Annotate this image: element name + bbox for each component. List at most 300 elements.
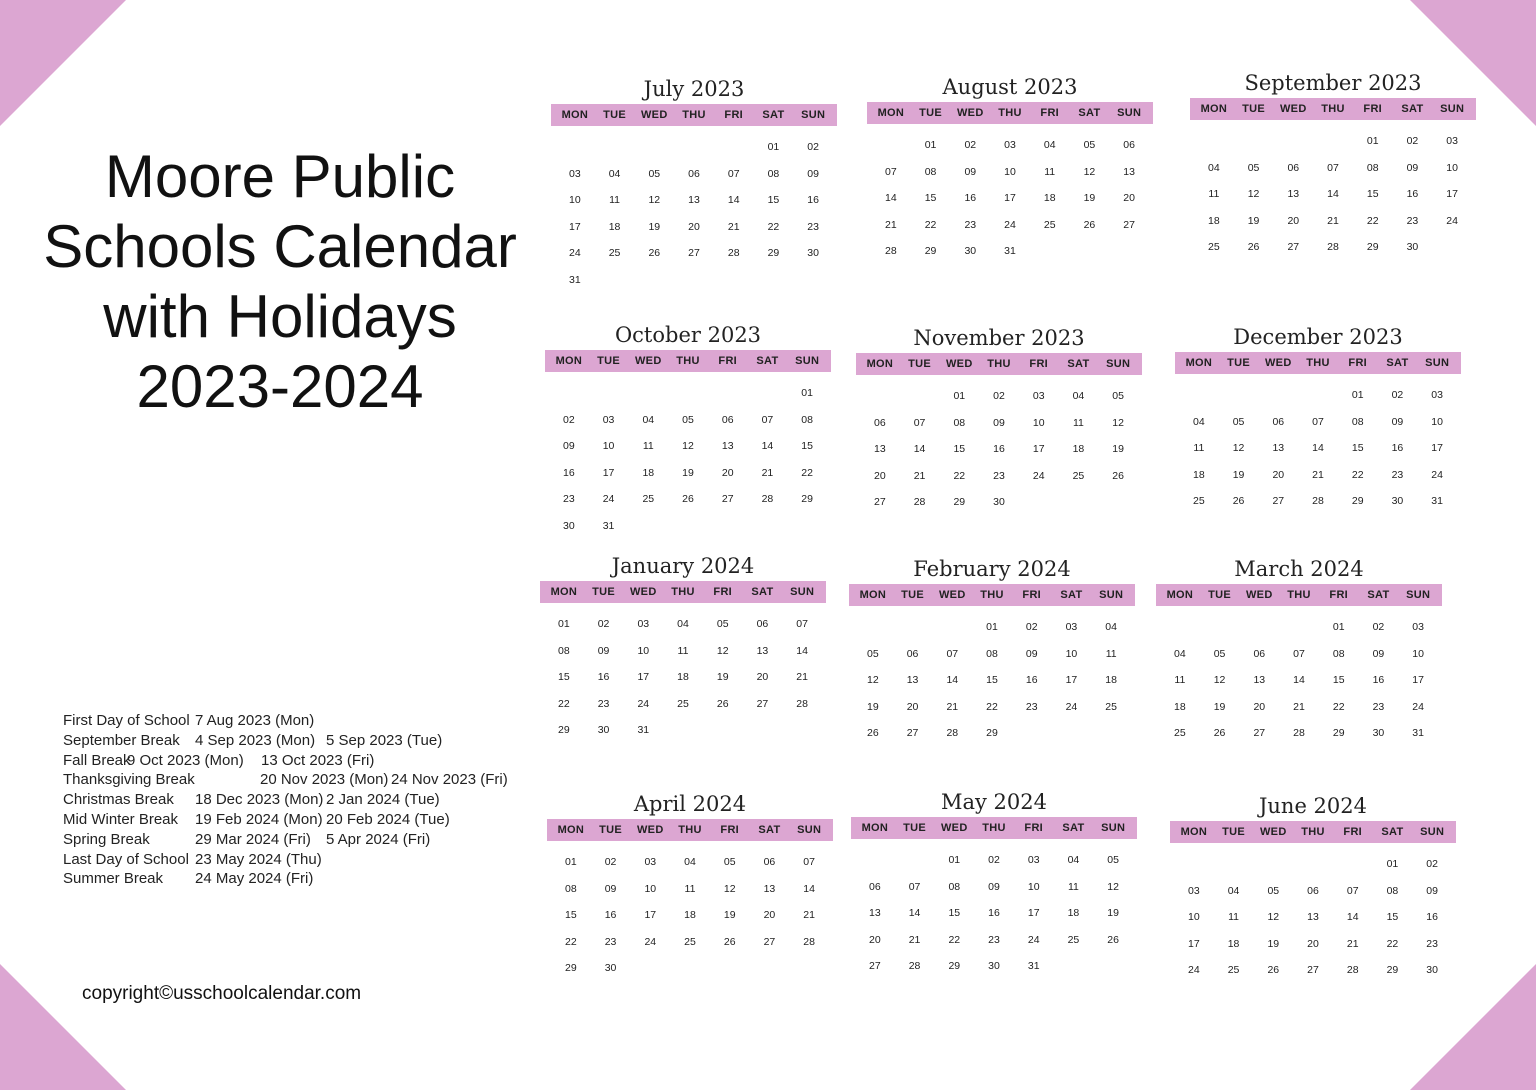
day-grid xyxy=(551,126,837,294)
day-number: 19 xyxy=(1213,700,1226,713)
day-number: 08 xyxy=(924,165,937,178)
holiday-end-date: 5 Apr 2024 (Fri) xyxy=(326,830,431,848)
day-number: 29 xyxy=(767,247,780,260)
day-number: 01 xyxy=(558,618,570,630)
month-title: November 2023 xyxy=(913,326,1085,350)
day-number: 22 xyxy=(948,933,961,946)
empty-day-cell xyxy=(1279,614,1319,641)
weekday-label: MON xyxy=(866,358,894,370)
empty-day-cell xyxy=(1333,851,1373,878)
weekday-label: MON xyxy=(555,355,583,367)
holiday-name: Summer Break xyxy=(63,870,164,888)
day-number: 10 xyxy=(644,882,657,895)
weekday-label: TUE xyxy=(919,107,943,119)
day-number: 26 xyxy=(1247,241,1260,254)
day-number: 02 xyxy=(1406,135,1419,147)
day-number: 10 xyxy=(1032,416,1045,429)
day-number: 08 xyxy=(767,167,780,180)
month-calendar xyxy=(1175,322,1461,515)
empty-day-cell xyxy=(1194,128,1234,155)
holiday-start-date: 9 Oct 2023 (Mon) xyxy=(127,751,244,769)
weekday-label: MON xyxy=(1180,826,1208,838)
day-number: 08 xyxy=(1386,884,1399,897)
day-number: 10 xyxy=(602,440,615,453)
weekday-label: SUN xyxy=(1101,822,1126,834)
day-number: 25 xyxy=(1072,469,1085,482)
day-number: 31 xyxy=(602,519,615,532)
weekday-label: SAT xyxy=(1062,822,1085,834)
day-number: 20 xyxy=(688,220,700,233)
day-number: 03 xyxy=(1032,390,1045,402)
day-number: 30 xyxy=(964,245,977,258)
day-number: 24 xyxy=(602,493,615,506)
day-number: 11 xyxy=(1105,647,1117,660)
day-number: 30 xyxy=(597,724,610,737)
weekday-header xyxy=(1190,98,1476,120)
day-number: 11 xyxy=(1067,880,1079,893)
day-number: 06 xyxy=(1307,884,1319,897)
month-calendar xyxy=(1190,68,1476,261)
day-number: 08 xyxy=(953,416,966,429)
day-number: 09 xyxy=(1406,161,1419,174)
day-number: 07 xyxy=(908,880,921,893)
day-number: 03 xyxy=(637,618,650,630)
day-number: 01 xyxy=(953,390,966,402)
weekday-label: FRI xyxy=(718,355,738,367)
day-number: 28 xyxy=(796,697,808,710)
day-number: 10 xyxy=(1412,647,1424,660)
day-number: 13 xyxy=(1287,188,1300,201)
day-number: 28 xyxy=(885,245,897,258)
weekday-label: FRI xyxy=(720,824,740,836)
empty-day-cell xyxy=(1160,614,1200,641)
weekday-label: TUE xyxy=(908,358,932,370)
day-number: 18 xyxy=(1227,937,1240,950)
day-number: 10 xyxy=(1446,161,1458,174)
day-number: 05 xyxy=(682,413,694,426)
day-number: 06 xyxy=(756,618,769,630)
day-number: 02 xyxy=(993,390,1005,402)
day-number: 19 xyxy=(682,466,694,479)
day-number: 04 xyxy=(1043,139,1056,151)
day-number: 18 xyxy=(1043,192,1056,205)
day-number: 03 xyxy=(644,856,657,868)
day-number: 21 xyxy=(946,700,959,713)
weekday-label: FRI xyxy=(1022,589,1042,601)
day-number: 25 xyxy=(1227,964,1240,977)
day-number: 29 xyxy=(801,493,813,506)
day-number: 25 xyxy=(1105,700,1117,713)
day-number: 23 xyxy=(807,220,819,233)
day-number: 18 xyxy=(684,909,696,922)
weekday-label: SAT xyxy=(1060,589,1083,601)
day-number: 27 xyxy=(688,247,700,260)
day-number: 29 xyxy=(1332,727,1345,740)
weekday-header xyxy=(1170,821,1456,843)
weekday-header xyxy=(1175,352,1461,374)
day-number: 28 xyxy=(761,493,774,506)
day-number: 25 xyxy=(642,493,655,506)
day-number: 02 xyxy=(1025,621,1038,633)
day-number: 30 xyxy=(1406,241,1419,254)
empty-day-cell xyxy=(1313,128,1353,155)
day-number: 12 xyxy=(723,882,736,895)
empty-day-cell xyxy=(1234,128,1274,155)
day-number: 29 xyxy=(1386,964,1399,977)
day-number: 04 xyxy=(1105,621,1117,633)
day-number: 12 xyxy=(1083,165,1096,178)
day-number: 21 xyxy=(885,218,897,231)
day-number: 25 xyxy=(1193,495,1205,508)
day-number: 15 xyxy=(801,440,813,453)
day-number: 31 xyxy=(1431,495,1443,508)
day-number: 19 xyxy=(1247,214,1260,227)
day-number: 24 xyxy=(1065,700,1078,713)
day-number: 09 xyxy=(563,440,575,453)
day-number: 06 xyxy=(1123,139,1135,151)
day-number: 25 xyxy=(608,247,621,260)
empty-day-cell xyxy=(1253,851,1293,878)
day-number: 03 xyxy=(1446,135,1458,147)
day-number: 04 xyxy=(1067,854,1080,866)
weekday-header xyxy=(856,353,1142,375)
day-number: 15 xyxy=(986,674,998,687)
day-number: 11 xyxy=(642,440,654,453)
day-number: 29 xyxy=(924,245,937,258)
day-number: 03 xyxy=(1188,884,1200,897)
day-number: 16 xyxy=(993,443,1005,456)
day-number: 13 xyxy=(869,907,881,920)
empty-day-cell xyxy=(1174,851,1214,878)
weekday-label: MON xyxy=(1200,103,1228,115)
day-number: 22 xyxy=(558,697,570,710)
month-title: October 2023 xyxy=(614,323,762,347)
day-number: 20 xyxy=(1253,700,1266,713)
holiday-start-date: 7 Aug 2023 (Mon) xyxy=(195,712,315,729)
weekday-label: FRI xyxy=(1329,589,1349,601)
day-number: 11 xyxy=(1044,165,1056,178)
month-title: June 2024 xyxy=(1258,794,1367,818)
day-number: 13 xyxy=(1253,674,1266,687)
holiday-name: Thanksgiving Break xyxy=(63,771,195,789)
weekday-label: SUN xyxy=(1099,589,1124,601)
day-number: 13 xyxy=(1272,442,1285,455)
day-number: 08 xyxy=(801,413,813,426)
day-number: 16 xyxy=(807,194,819,207)
weekday-label: WED xyxy=(957,107,984,119)
day-grid xyxy=(849,606,1135,747)
weekday-label: TUE xyxy=(1242,103,1266,115)
day-number: 27 xyxy=(1307,964,1319,977)
day-number: 12 xyxy=(1267,911,1280,924)
day-number: 14 xyxy=(1346,911,1359,924)
weekday-label: SUN xyxy=(801,109,826,121)
day-number: 12 xyxy=(867,674,879,687)
month-title: April 2024 xyxy=(633,792,747,816)
day-number: 27 xyxy=(1253,727,1266,740)
day-number: 08 xyxy=(948,880,961,893)
weekday-label: TUE xyxy=(1227,357,1251,369)
day-number: 28 xyxy=(913,496,926,509)
weekday-header xyxy=(540,581,826,603)
day-number: 28 xyxy=(1312,495,1324,508)
month-calendar xyxy=(849,554,1135,747)
weekday-label: MON xyxy=(877,107,905,119)
day-number: 20 xyxy=(721,466,734,479)
month-title: March 2024 xyxy=(1234,557,1364,581)
day-number: 22 xyxy=(767,220,780,233)
empty-day-cell xyxy=(853,614,893,641)
weekday-label: THU xyxy=(676,355,700,367)
holiday-end-date: 13 Oct 2023 (Fri) xyxy=(261,751,375,769)
day-number: 22 xyxy=(1332,700,1345,713)
day-number: 04 xyxy=(1227,884,1240,897)
day-number: 25 xyxy=(1067,933,1080,946)
day-number: 05 xyxy=(1267,884,1280,897)
weekday-label: TUE xyxy=(901,589,925,601)
day-number: 15 xyxy=(565,909,577,922)
day-number: 24 xyxy=(1446,214,1458,227)
weekday-label: THU xyxy=(987,358,1011,370)
day-number: 16 xyxy=(1391,442,1404,455)
day-number: 21 xyxy=(908,933,921,946)
month-title: September 2023 xyxy=(1244,71,1422,95)
weekday-label: THU xyxy=(682,109,706,121)
day-number: 16 xyxy=(1406,188,1419,201)
day-number: 13 xyxy=(1123,165,1135,178)
day-number: 05 xyxy=(1112,390,1124,402)
day-number: 17 xyxy=(1188,937,1200,950)
weekday-label: TUE xyxy=(592,586,616,598)
day-number: 28 xyxy=(946,727,959,740)
day-number: 23 xyxy=(1391,468,1404,481)
day-grid xyxy=(1190,120,1476,261)
day-number: 21 xyxy=(803,909,815,922)
day-number: 19 xyxy=(1112,443,1124,456)
day-number: 20 xyxy=(1123,192,1135,205)
day-number: 05 xyxy=(867,647,879,660)
weekday-header xyxy=(867,102,1153,124)
weekday-label: SAT xyxy=(751,586,774,598)
weekday-label: SAT xyxy=(1381,826,1404,838)
empty-day-cell xyxy=(900,383,940,410)
day-number: 16 xyxy=(988,907,1000,920)
weekday-label: SAT xyxy=(1401,103,1424,115)
month-calendar xyxy=(867,72,1153,265)
weekday-label: MON xyxy=(561,109,589,121)
day-number: 14 xyxy=(1312,442,1324,455)
day-grid xyxy=(545,372,831,540)
day-number: 17 xyxy=(644,909,657,922)
weekday-label: SAT xyxy=(762,109,785,121)
day-number: 19 xyxy=(648,220,661,233)
day-number: 11 xyxy=(1072,416,1084,429)
weekday-label: SUN xyxy=(1420,826,1445,838)
day-number: 01 xyxy=(924,139,937,151)
day-number: 15 xyxy=(953,443,966,456)
day-number: 07 xyxy=(946,647,959,660)
weekday-label: TUE xyxy=(1222,826,1246,838)
day-number: 07 xyxy=(1346,884,1359,897)
day-number: 13 xyxy=(1307,911,1319,924)
day-number: 09 xyxy=(597,644,610,657)
day-grid xyxy=(547,841,833,982)
day-number: 09 xyxy=(1391,415,1404,428)
day-number: 13 xyxy=(688,194,700,207)
empty-day-cell xyxy=(1239,614,1279,641)
month-title: May 2024 xyxy=(940,790,1047,814)
weekday-label: SAT xyxy=(1386,357,1409,369)
day-number: 02 xyxy=(597,618,610,630)
day-number: 04 xyxy=(1208,161,1220,174)
weekday-label: THU xyxy=(998,107,1022,119)
day-number: 20 xyxy=(874,469,886,482)
day-number: 06 xyxy=(688,167,700,180)
day-number: 18 xyxy=(677,671,689,684)
day-number: 21 xyxy=(727,220,740,233)
day-number: 14 xyxy=(946,674,959,687)
weekday-label: THU xyxy=(1321,103,1345,115)
day-number: 29 xyxy=(565,962,577,975)
day-number: 31 xyxy=(1004,245,1016,258)
weekday-label: WED xyxy=(641,109,668,121)
day-number: 15 xyxy=(558,671,570,684)
day-number: 20 xyxy=(1307,937,1319,950)
day-number: 15 xyxy=(1386,911,1399,924)
day-number: 27 xyxy=(869,960,881,973)
weekday-label: TUE xyxy=(597,355,621,367)
day-number: 06 xyxy=(869,880,881,893)
day-number: 07 xyxy=(761,413,774,426)
empty-day-cell xyxy=(1214,851,1254,878)
day-number: 13 xyxy=(906,674,919,687)
day-number: 24 xyxy=(1004,218,1016,231)
empty-day-cell xyxy=(1219,382,1259,409)
day-grid xyxy=(851,839,1137,980)
weekday-label: TUE xyxy=(603,109,627,121)
day-number: 29 xyxy=(558,724,570,737)
day-number: 18 xyxy=(1174,700,1186,713)
day-number: 28 xyxy=(727,247,740,260)
weekday-label: TUE xyxy=(903,822,927,834)
month-calendar xyxy=(1170,791,1456,984)
day-number: 20 xyxy=(1272,468,1285,481)
day-number: 20 xyxy=(756,671,769,684)
weekday-label: TUE xyxy=(1208,589,1232,601)
day-number: 08 xyxy=(1332,647,1345,660)
day-number: 19 xyxy=(716,671,729,684)
day-number: 05 xyxy=(1083,139,1096,151)
day-number: 10 xyxy=(1065,647,1078,660)
day-number: 03 xyxy=(1027,854,1040,866)
day-number: 29 xyxy=(1351,495,1364,508)
day-number: 25 xyxy=(677,697,689,710)
day-number: 03 xyxy=(569,167,581,180)
day-number: 07 xyxy=(796,618,808,630)
day-number: 12 xyxy=(1247,188,1260,201)
empty-day-cell xyxy=(860,383,900,410)
day-number: 01 xyxy=(801,387,813,399)
day-number: 05 xyxy=(716,618,729,630)
day-number: 24 xyxy=(1032,469,1045,482)
day-number: 02 xyxy=(1426,858,1438,870)
day-number: 30 xyxy=(604,962,617,975)
weekday-label: FRI xyxy=(724,109,744,121)
day-number: 26 xyxy=(1107,933,1119,946)
day-number: 20 xyxy=(763,909,776,922)
day-number: 21 xyxy=(1346,937,1359,950)
day-number: 23 xyxy=(964,218,977,231)
day-number: 01 xyxy=(1351,389,1364,401)
day-number: 28 xyxy=(1293,727,1305,740)
day-number: 04 xyxy=(608,167,621,180)
day-number: 17 xyxy=(1446,188,1458,201)
day-number: 04 xyxy=(1072,390,1085,402)
day-number: 11 xyxy=(1193,442,1205,455)
day-number: 21 xyxy=(913,469,926,482)
day-number: 06 xyxy=(721,413,734,426)
day-number: 24 xyxy=(1027,933,1040,946)
day-number: 13 xyxy=(763,882,776,895)
empty-day-cell xyxy=(855,847,895,874)
day-number: 17 xyxy=(1412,674,1424,687)
day-number: 28 xyxy=(1327,241,1339,254)
day-number: 22 xyxy=(565,935,577,948)
day-number: 24 xyxy=(1431,468,1443,481)
weekday-label: SUN xyxy=(1425,357,1450,369)
day-number: 25 xyxy=(1043,218,1056,231)
day-number: 27 xyxy=(763,935,776,948)
day-number: 02 xyxy=(988,854,1000,866)
holiday-name: Christmas Break xyxy=(63,791,174,809)
weekday-label: FRI xyxy=(1040,107,1060,119)
day-number: 19 xyxy=(1232,468,1245,481)
holiday-start-date: 23 May 2024 (Thu) xyxy=(195,850,322,868)
empty-day-cell xyxy=(634,134,674,161)
day-number: 25 xyxy=(1174,727,1186,740)
day-number: 03 xyxy=(1412,621,1424,633)
weekday-label: THU xyxy=(671,586,695,598)
day-number: 07 xyxy=(1293,647,1305,660)
day-number: 17 xyxy=(1065,674,1078,687)
day-number: 18 xyxy=(1208,214,1220,227)
holiday-end-date: 24 Nov 2023 (Fri) xyxy=(391,771,508,789)
day-number: 31 xyxy=(1027,960,1040,973)
weekday-label: SUN xyxy=(1106,358,1131,370)
day-number: 29 xyxy=(1366,241,1379,254)
empty-day-cell xyxy=(549,380,589,407)
month-title: January 2024 xyxy=(611,554,755,578)
day-number: 22 xyxy=(1386,937,1399,950)
day-number: 26 xyxy=(1232,495,1245,508)
day-number: 02 xyxy=(1391,389,1404,401)
day-number: 14 xyxy=(908,907,921,920)
day-number: 18 xyxy=(1067,907,1080,920)
day-number: 22 xyxy=(924,218,937,231)
day-number: 06 xyxy=(906,647,919,660)
month-title: July 2023 xyxy=(643,77,745,101)
day-number: 28 xyxy=(908,960,921,973)
day-number: 17 xyxy=(1431,442,1443,455)
day-number: 17 xyxy=(569,220,581,233)
day-number: 18 xyxy=(608,220,621,233)
day-number: 15 xyxy=(1351,442,1364,455)
weekday-header xyxy=(545,350,831,372)
month-calendar xyxy=(856,323,1142,516)
day-number: 11 xyxy=(1174,674,1186,687)
day-number: 01 xyxy=(1386,858,1399,870)
holiday-start-date: 18 Dec 2023 (Mon) xyxy=(195,791,324,809)
